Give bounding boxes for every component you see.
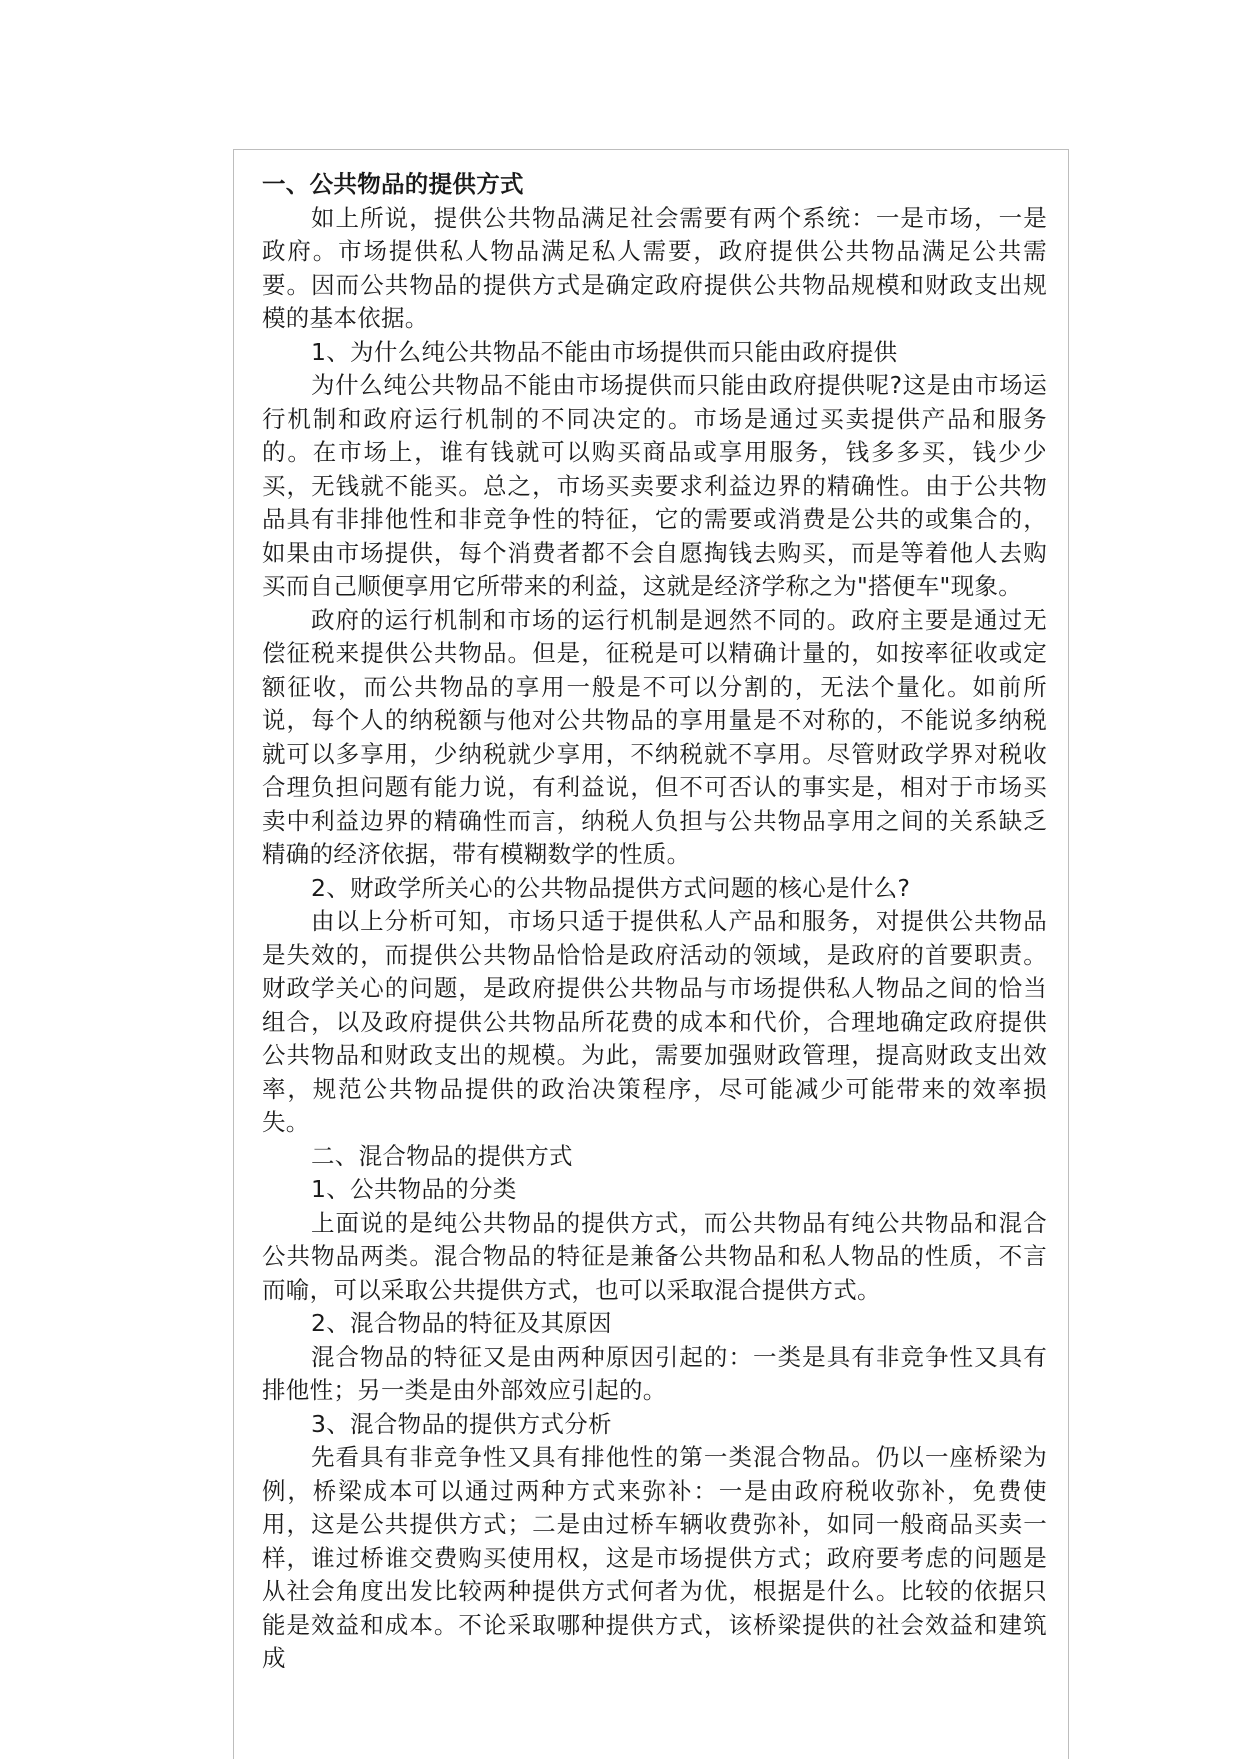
- paragraph-two-systems: 如上所说，提供公共物品满足社会需要有两个系统：一是市场，一是政府。市场提供私人物品满足私人需要，政府提供公共物品满足公共需要。因而公共物品的提供方式是确定政府提供公共物品规模和财政支出规模的基本依据。: [262, 203, 1047, 332]
- paragraph-bridge-example: 先看具有非竞争性又具有排他性的第一类混合物品。仍以一座桥梁为例，桥梁成本可以通过两种方式来弥补：一是由政府税收弥补，免费使用，这是公共提供方式；二是由过桥车辆收费弥补，如同一般商品买卖一样，谁过桥谁交费购买使用权，这是市场提供方式；政府要考虑的问题是从社会角度出发比较两种提供方式何者为优，根据是什么。比较的依据只能是效益和成本。不论采取哪种提供方式，该桥梁提供的社会效益和建筑成: [262, 1443, 1047, 1672]
- section-heading-mixed-goods: 二、混合物品的提供方式: [311, 1141, 573, 1170]
- paragraph-market-mechanism: 为什么纯公共物品不能由市场提供而只能由政府提供呢?这是由市场运行机制和政府运行机制的不同决定的。市场是通过买卖提供产品和服务的。在市场上，谁有钱就可以购买商品或享用服务，钱多多买，钱少少买，无钱就不能买。总之，市场买卖要求利益边界的精确性。由于公共物品具有非排他性和非竞争性的特征，它的需要或消费是公共的或集合的，如果由市场提供，每个消费者都不会自愿掏钱去购买，而是等着他人去购买而自己顺便享用它所带来的利益，这就是经济学称之为"搭便车"现象。: [262, 371, 1047, 600]
- subheading-classification: 1、公共物品的分类: [311, 1175, 517, 1203]
- paragraph-finance-concern: 由以上分析可知，市场只适于提供私人产品和服务，对提供公共物品是失效的，而提供公共物品恰恰是政府活动的领域，是政府的首要职责。财政学关心的问题，是政府提供公共物品与市场提供私人物品之间的恰当组合，以及政府提供公共物品所花费的成本和代价，合理地确定政府提供公共物品和财政支出的规模。为此，需要加强财政管理，提高财政支出效率，规范公共物品提供的政治决策程序，尽可能减少可能带来的效率损失。: [262, 907, 1047, 1136]
- subheading-core-question: 2、财政学所关心的公共物品提供方式问题的核心是什么?: [311, 873, 911, 902]
- paragraph-government-mechanism: 政府的运行机制和市场的运行机制是迥然不同的。政府主要是通过无偿征税来提供公共物品。但是，征税是可以精确计量的，如按率征收或定额征收，而公共物品的享用一般是不可以分割的，无法个量化。如前所说，每个人的纳税额与他对公共物品的享用量是不对称的，不能说多纳税就可以多享用，少纳税就少享用，不纳税就不享用。尽管财政学界对税收合理负担问题有能力说，有利益说，但不可否认的事实是，相对于市场买卖中利益边界的精确性而言，纳税人负担与公共物品享用之间的关系缺乏精确的经济依据，带有模糊数学的性质。: [262, 605, 1047, 868]
- subheading-why-government: 1、为什么纯公共物品不能由市场提供而只能由政府提供: [311, 337, 898, 366]
- subheading-provision-analysis: 3、混合物品的提供方式分析: [311, 1409, 612, 1438]
- subheading-mixed-features: 2、混合物品的特征及其原因: [311, 1309, 612, 1337]
- paragraph-classification: 上面说的是纯公共物品的提供方式，而公共物品有纯公共物品和混合公共物品两类。混合物品的特征是兼备公共物品和私人物品的性质，不言而喻，可以采取公共提供方式，也可以采取混合提供方式。: [262, 1208, 1047, 1304]
- section-heading-public-goods: 一、公共物品的提供方式: [262, 170, 524, 198]
- paragraph-mixed-features: 混合物品的特征又是由两种原因引起的：一类是具有非竞争性又具有排他性；另一类是由外部效应引起的。: [262, 1342, 1047, 1404]
- document-body: [262, 168, 1047, 1676]
